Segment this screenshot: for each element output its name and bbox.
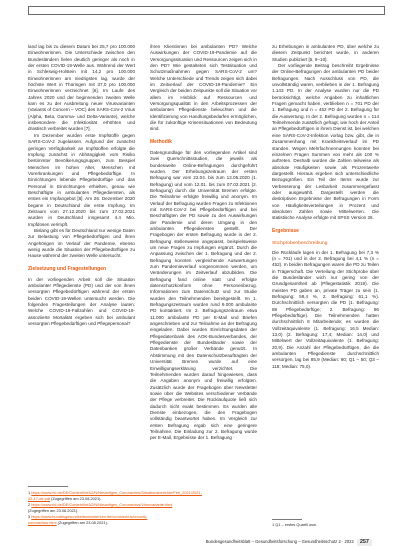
footnote-link[interactable]: https://www.bundesgesundheitsministerium.de/coronavirus/chronik-coronavirus.html bbox=[28, 514, 148, 525]
page-footer bbox=[206, 538, 372, 546]
paragraph: ihren Klientinnen bei ambulanten PD? Welche Auswirkungen der COVID-19-Pandemie auf die Versorgungssituation und Ressourcen zeigen sich in den PD? Wie gestalteten sich Testsituation und Schutzmaßnahmen gegen SARS-CoV-2 um? Welche Unterschiede und Trends zeigen sich dabei im Zeitverlauf der COVID-19-Pandemie? Ein Vergleich der beiden Zeitpunkte soll die Situation vor allem im Hinblick auf Ressourcen und Versorgungsqualität in den Arbeitsprozessen der ambulanten Pflegedienste beleuchten und die Identifizierung von Handlungsbedarfen ermöglichen, die für zukünftige Krisensituationen von Bedeutung sind. bbox=[150, 44, 257, 132]
journal-name: Bundesgesundheitsblatt – Gesundheitsforschung – Gesundheitsschutz 2 · 2022 bbox=[205, 539, 354, 544]
column-left bbox=[28, 44, 135, 327]
paragraph: Der vorliegende Beitrag beschreibt Ergebnisse der Online-Befragungen der ambulanten PD beider Befragungen. Nach Ausschluss von PD, die unvollständig waren, verblieben in der 1. Befragung 1.143 PD. In der Analyse wurden nur die PD berücksichtigt, welche Angaben zu inhaltlichen Fragen gemacht haben, verblieben n = 701 PD der 1. Befragung und n = 452 PD der 2. Befragung für die Auswertung. In der 2. Befragung wurden n = 114 Teilnehmende zusätzlich gefragt, wie hoch der Anteil an Pflegebedürftigen in ihrem Dienst ist, bei welchen eine SARS-CoV-2-Infektion vorlag bzw. gibt, die in Zusammenhang mit Krankheitsverlauf im PD standen. Wegen Mehrfachnennungen konnten bei einzelnen Fragen Summen von mehr als 100 % auftreten. Deshalb wurden die Zahlen teilweise als absolute Häufigkeiten sowie als Prozentwerte dargestellt. Hieraus ergeben sich unterschiedliche Bezugsgrößen. Ein Teil der Items wurde zur Verbesserung der Lesbarkeit zusammengefasst oder ausgewählt. Dargestellt werden die deskriptiven Ergebnisse der Befragungen in Form von Häufigkeitsverteilungen in Prozent und absoluten Zahlen sowie Mittelwerten. Die statistische Analyse erfolgte mit SPSS Version 26. bbox=[272, 63, 379, 221]
footnote: 2 https://www.rki.de/DE/Content/InfAZ/N/Neuartiges_Coronavirus/Virusvariante.html (Zugegriffen am 23.08.2021). bbox=[28, 502, 173, 513]
footnotes bbox=[28, 490, 202, 526]
paragraph: land lag bis zu diesem Datum bei 25,7 pro 100.000 Einwohnerinnen. Die Unterschiede zwischen den Bundesländern fielen deutlich geringer als noch in der ersten COVID-19-Welle aus. Während der Wert in Schleswig-Holstein mit 14,2 pro 100.000 Einwohnerinnen am niedrigsten lag, wurde der höchste Wert in Thüringen mit 37,0 pro 100.000 Einwohnerinnen verzeichnet [6]. Im Laufe des Jahres 2020 und der beginnenden zweiten Welle kam es zu der Ausbreitung neuer Virusvarianten (Variants of Concern – VOC) des SARS-CoV-2 Virus (Alpha, Beta, Gamma- und Delta-Variante), welche insbesondere die Infektiosität erhöhten und drastisch verbreitet wurden [7]. bbox=[28, 44, 135, 132]
page-number: 257 bbox=[357, 539, 372, 546]
header-bar bbox=[28, 6, 385, 15]
paragraph: Die Rückläufe lagen in der 1. Befragung bei 7,3 % (n = 701) und in der 2. Befragung bei 4,1 % (n = 452). In beiden Befragungen waren die PD zu Teilen in Trägerschaft. Die Verteilung der Stichprobe über die Bundesländer wich nur gering von der Grundgesamtheit ab (Pflegestatistik 2019). Die meisten PD gaben an, private Träger zu sein (1. Befragung: 59,4 %, 2. Befragung: 61,1 %). Durchschnittlich versorgten die PD (1. Befragung: 88 Pflegebedürftige; 2. Befragung: 86 Pflegebedürftige). Die Teilnehmenden hatten durchschnittlich 8 Mitarbeitende; es wurden die Vollzeitäquivalente (1. Befragung: 16,5 Median: 13,0) (2. Befragung: 17,4; Median: 14,0) und Mittelwert der Vollzeitäquivalente (1. Befragung: 20,9). Die Anzahl der Pflegebedürftigen, die die ambulanten Pflegedienste durchschnittlich versorgen, lag bei 85,9 (Median: 80; Q1 – 50; Q3 – 118; Median: 75,0). bbox=[272, 249, 379, 369]
paragraph: zu Erhebungen in ambulanten PD, über welche zu diesem Zeitpunkt berichtet wurde, in anderen Studien publiziert [5, 9–10]. bbox=[272, 44, 379, 62]
paragraph: Bislang gibt es für Deutschland nur wenige Daten zur Belastung von Pflegebedürftigen und ihren Angehörigen im Verlauf der Pandemie, ebenso wenig wurde die Situation der Pflegebedürftigen zu Hause während der zweiten Welle untersucht. bbox=[28, 227, 135, 259]
footnote: 1 https://www.rki.de/DE/Content/InfAZ/N/Neuartiges_Coronavirus/Situationsberichte/Feb_2021/2021-02-17-de.pdf (Zugegriffen am 23.08.2021). bbox=[28, 490, 202, 501]
paragraph: Datengrundlage für den vorliegenden Artikel sind zwei Querschnittsstudien, die jeweils als bundesweite Online-Befragungen durchgeführt wurden. Der Erhebungszeitraum der ersten Befragung war vom 22.04. bis zum 12.05.2020 (1. Befragung) und vom 12.01. bis zum 07.02.2021 (2. Befragung) durch die Universität Bremen erfolgte. Die Teilnahme erfolgte freiwillig und anonym. Im Verlauf der Befragung wurden Fragen zu Infektionen mit SARS-CoV-2 bei Pflegebedürftigen und bei Beschäftigten der PD sowie zu den Auswirkungen der Pandemie und deren Umgang in den ambulanten Pflegediensten gestellt. Der Fragebogen der ersten Befragung wurde in der 2. Befragung stellenweise angepasst, beispielsweise um neue Fragen zu Impfungen ergänzt. Durch die Anpassung zwischen der 1. Befragung und der 2. Befragung konnten vergleichende Auswertungen zum Pandemieverlauf vorgenommen werden, um Veränderungen im Zeitverlauf abzubilden. Die Befragung fand online statt und erfolgte datenschutzkonform ohne Personenbezug. Informationen zum Datenschutz und zur Studie wurden den Teilnehmenden bereitgestellt. Im 1. Befragungszeitraum wurden rund 9.000 ambulante PD kontaktiert. Im 2. Befragungszeitraum etwa 11.000 ambulante PD per E-Mail und Briefen angeschrieben und zur Teilnahme an der Befragung eingeladen. Dabei wurden Einrichtungsdaten der Pflegedatenbank des AOK-Bundesverbandes, der Pflegedienste der Bundesländer sowie der Datenbanken großer Verbände genutzt. In Abstimmung mit den Datenschutzbeauftragten der Universität Bremen wurde auf eine Einwilligungserklärung verzichtet. Die Teilnehmenden wurden darauf hingewiesen, dass die Angaben anonym und freiwillig erfolgten. Zusätzlich wurde der Fragebogen über Newsletter sowie über die Websites verschiedener Verbände der Pflege verbreitet. Die Rücklaufquote ließ sich dadurch nicht exakt bestimmen. Es wurden alle Dienste einbezogen, die den Fragebogen vollständig beantwortet haben. Im Vergleich zur ersten Befragung ergab sich eine geringere Teilnahme. Die Einladung zur 2. Befragung wurde per E-Mail, Ergebnisse der 1. Befragung bbox=[150, 149, 257, 441]
footnote-divider bbox=[28, 486, 68, 487]
footnote-divider bbox=[272, 519, 302, 520]
column-right bbox=[272, 44, 379, 370]
section-heading: Methodik bbox=[150, 138, 172, 145]
footnote: 3 https://www.bundesgesundheitsministerium.de/coronavirus/chronik-coronavirus.html (Zugegriffen am 23.08.2021). bbox=[28, 514, 148, 525]
paragraph: Im Dezember wurden erste Impfstoffe gegen SARS-CoV-2 zugelassen. Aufgrund der zunächst geringen Verfügbarkeit an Impfstoffen erfolgte die Impfung zunächst in Abhängigkeit vom Risiko bestimmter Bevölkerungsgruppen, zum Beispiel Menschen im hohen Alter, Menschen mit Vorerkrankungen und Pflegebedürftige. In Einrichtungen lebende Pflegebedürftige und das Personal in Einrichtungen erhielten, genau wie Beschäftigte in ambulanten Pflegediensten, als erstes ein Impfangebot [8]. Am 26. Dezember 2020 begann in Deutschland die erste Impfung. Im Zeitraum vom 27.12.2020 bis zum 17.02.2021 wurden in Deutschland insgesamt 4.4 Mio. Impfdosen verimpft. bbox=[28, 132, 135, 227]
footnote-link[interactable]: https://www.rki.de/DE/Content/InfAZ/N/Neuartiges_Coronavirus/Situationsberichte/Feb_2021/2021-02-17-de.pdf bbox=[28, 490, 202, 501]
section-heading: Ergebnisse bbox=[272, 227, 299, 234]
column-middle bbox=[150, 44, 257, 442]
subsection-heading: Stichprobenbeschreibung bbox=[272, 240, 328, 246]
paragraph: In der vorliegenden Arbeit soll die Situation ambulanter Pflegedienste (PD) und der von ihnen versorgten Pflegebedürftigen während der ersten beiden COVID-19-Wellen untersucht werden. Die folgenden Fragestellungen der Analyse lauten: Welche COVID-19-Fallzahlen und COVID-19-assoziierte Mortalität ergeben sich bei ambulant versorgten Pflegebedürftigen und Pflegepersonal? bbox=[28, 276, 135, 327]
footnote-link[interactable]: https://www.rki.de/DE/Content/InfAZ/N/Neuartiges_Coronavirus/Virusvariante.html bbox=[31, 502, 173, 507]
section-heading: Zielsetzung und Fragestellungen bbox=[28, 265, 107, 272]
footnote: 1 Q1 – erstes Quartil usw. bbox=[272, 522, 317, 527]
